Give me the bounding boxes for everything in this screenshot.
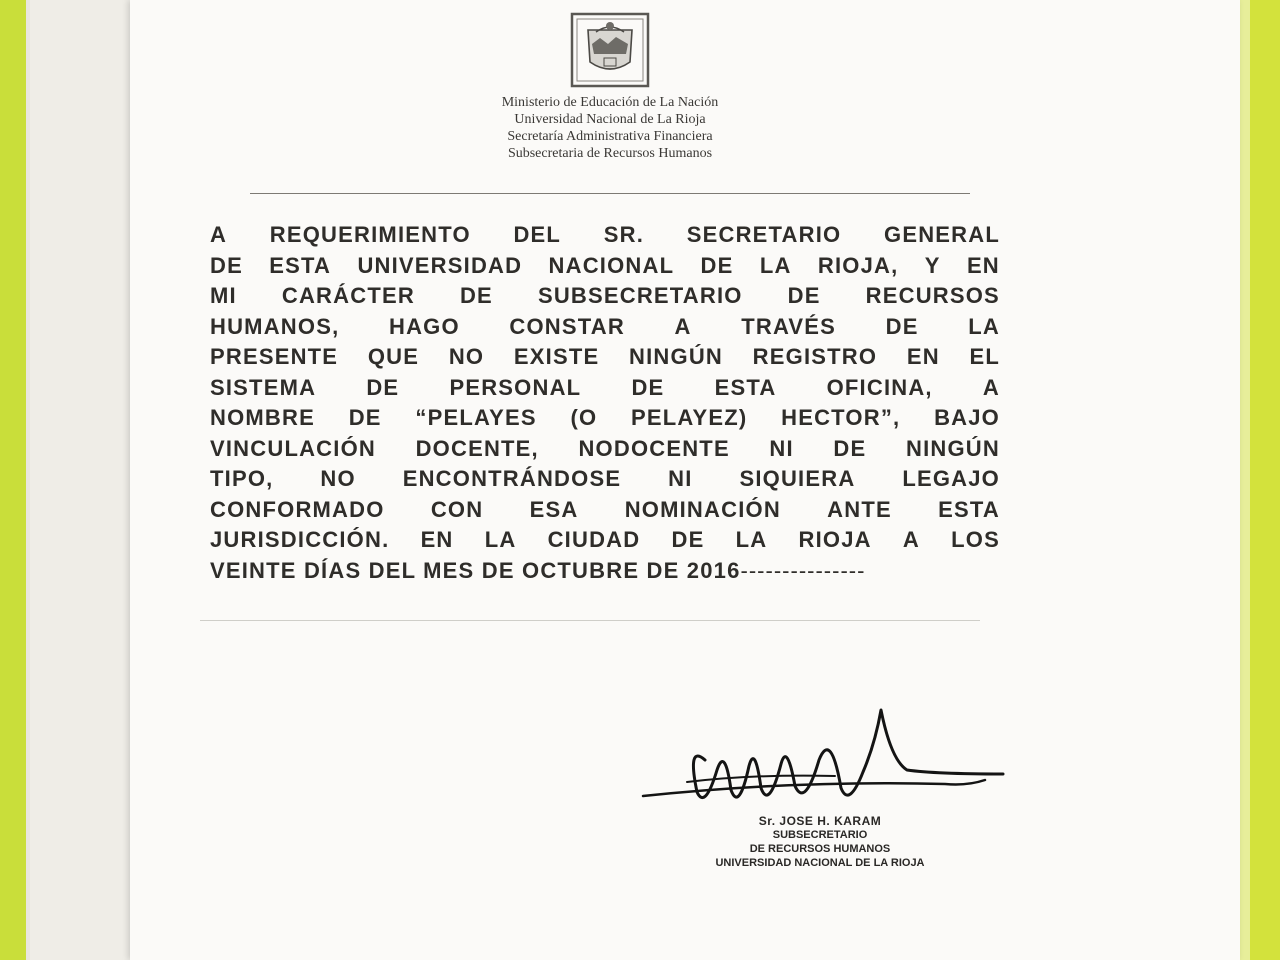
text-line [210, 342, 1000, 373]
word: EN [906, 344, 940, 369]
text-line [210, 403, 1000, 434]
word: QUE [367, 344, 420, 369]
word: SECRETARIO [686, 222, 842, 247]
word: VINCULACIÓN [210, 435, 376, 461]
word: ESTA [938, 496, 1000, 522]
word: SISTEMA [210, 374, 317, 400]
word: DE [833, 435, 867, 461]
word: EL [969, 344, 1000, 369]
word: HECTOR”, [781, 405, 901, 430]
word: Y [924, 252, 941, 278]
word: A [210, 222, 228, 247]
text-line [210, 312, 1000, 343]
word: RIOJA [798, 527, 872, 552]
word: NINGÚN [905, 435, 1000, 461]
university-name: Universidad Nacional de La Rioja [514, 112, 706, 127]
word: SUBSECRETARIO [537, 283, 743, 308]
signature-icon [635, 700, 1015, 830]
word: DE [700, 252, 734, 278]
word: BAJO [934, 405, 1000, 430]
signer-title: SUBSECRETARIO [772, 829, 868, 841]
word: REQUERIMIENTO [269, 222, 471, 247]
text-line [210, 220, 1000, 251]
word: CON [430, 496, 484, 522]
word: A [982, 374, 1000, 400]
document-page [130, 0, 1240, 960]
certificate-text [210, 220, 1000, 586]
filler-dashes: --------------- [740, 557, 866, 583]
word: LA [484, 527, 517, 552]
word: NO [320, 466, 356, 491]
word: ANTE [827, 496, 892, 522]
word: NI [769, 435, 794, 461]
word: DE [885, 313, 919, 339]
word: OFICINA, [826, 374, 933, 400]
word: UNIVERSIDAD [357, 252, 523, 278]
word: ESTA [269, 252, 332, 278]
word: TIPO, [210, 466, 274, 491]
word: DE [459, 283, 493, 308]
signer-institution: UNIVERSIDAD NACIONAL DE LA RIOJA [715, 857, 925, 869]
word: DE [671, 527, 705, 552]
word: NOMBRE [210, 405, 315, 430]
word: MI [210, 283, 237, 308]
word: HAGO [388, 313, 460, 339]
word: A [674, 313, 692, 339]
word: DE [348, 405, 382, 430]
word: PELAYEZ) [631, 405, 748, 430]
word: NINGÚN [629, 344, 723, 369]
word: EN [420, 527, 454, 552]
word: CARÁCTER [281, 283, 415, 308]
word: TRAVÉS [741, 313, 837, 339]
word: A [902, 527, 921, 552]
word: ENCONTRÁNDOSE [402, 466, 622, 491]
header-divider [250, 193, 970, 194]
text-line [210, 525, 1000, 556]
word: LA [759, 252, 792, 278]
word: CIUDAD [547, 527, 641, 552]
university-emblem-icon [568, 10, 652, 90]
word: HUMANOS, [210, 313, 340, 339]
word: DEL [513, 222, 562, 247]
word: DE [787, 283, 821, 308]
word: NOMINACIÓN [624, 496, 781, 522]
word: EN [966, 252, 1000, 278]
text-line [210, 281, 1000, 312]
word: “PELAYES [415, 405, 537, 430]
text-line [210, 464, 1000, 495]
word: LA [968, 313, 1000, 339]
signature-stamp [710, 814, 930, 870]
word: DE [631, 374, 665, 400]
word: ESTA [714, 374, 777, 400]
word: CONFORMADO [210, 496, 385, 522]
word: LA [735, 527, 768, 552]
word: RIOJA, [817, 252, 899, 278]
word: NODOCENTE [578, 435, 730, 461]
word: RECURSOS [865, 283, 1000, 308]
word: SR. [603, 222, 645, 247]
text-line [210, 373, 1000, 404]
text-line-final [210, 556, 1000, 587]
subsecretariat-name: Subsecretaria de Recursos Humanos [507, 146, 713, 161]
word: PRESENTE [210, 344, 339, 369]
word: CONSTAR [509, 313, 625, 339]
word: EXISTE [513, 344, 600, 369]
show-through-divider [200, 620, 980, 621]
word: REGISTRO [752, 344, 878, 369]
date-statement: VEINTE DÍAS DEL MES DE OCTUBRE DE 2016 [210, 557, 741, 583]
word: DOCENTE, [415, 435, 539, 461]
word: GENERAL [884, 222, 1000, 247]
word: ESA [529, 496, 579, 522]
word: JURISDICCIÓN. [210, 527, 390, 552]
word: SIQUIERA [739, 466, 856, 491]
word: NO [448, 344, 485, 369]
word: (O [570, 405, 598, 430]
signer-department: DE RECURSOS HUMANOS [749, 843, 891, 855]
text-line [210, 251, 1000, 282]
word: LOS [951, 527, 1000, 552]
word: NI [668, 466, 693, 491]
institution-header [420, 94, 800, 162]
word: DE [366, 374, 400, 400]
signer-name: Sr. JOSE H. KARAM [758, 814, 882, 828]
word: NACIONAL [548, 252, 675, 278]
word: LEGAJO [902, 466, 1000, 491]
word: PERSONAL [449, 374, 582, 400]
word: DE [210, 252, 243, 278]
secretariat-name: Secretaría Administrativa Financiera [507, 129, 713, 144]
text-line [210, 434, 1000, 465]
ministry-name: Ministerio de Educación de La Nación [501, 95, 719, 110]
text-line [210, 495, 1000, 526]
